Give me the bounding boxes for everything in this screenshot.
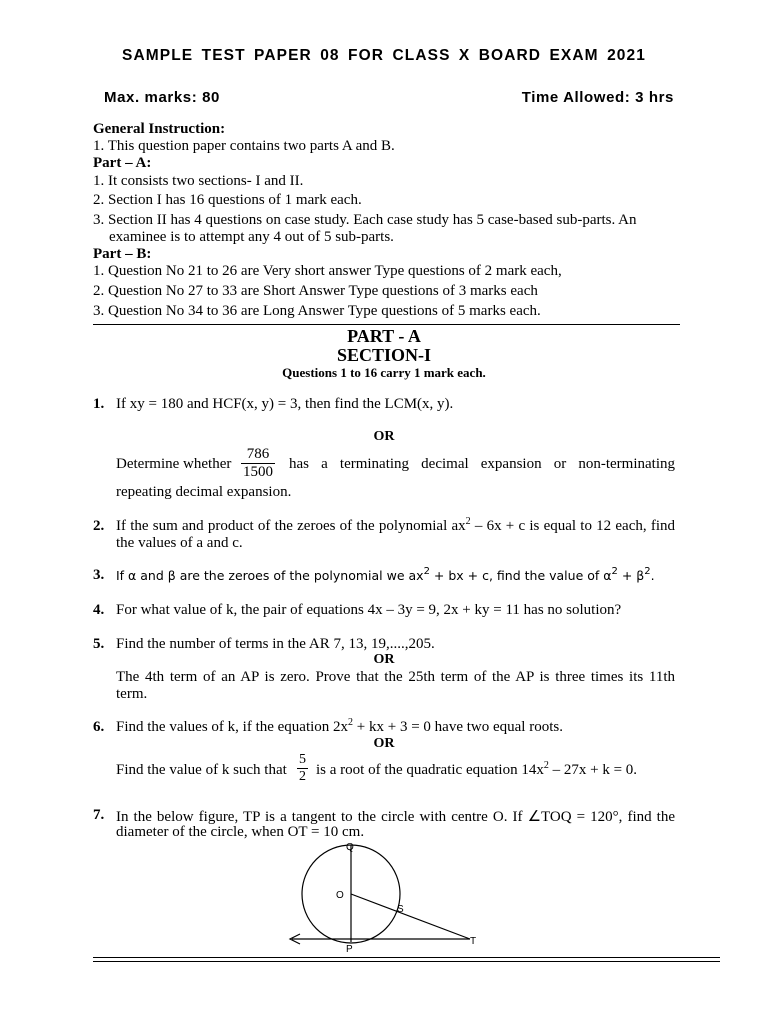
part-b-heading: Part – B: xyxy=(93,246,152,262)
part-a-item: 3. Section II has 4 questions on case study. Each case study has 5 case-based sub-parts. An xyxy=(93,212,637,228)
question-7-text: diameter of the circle, when OT = 10 cm. xyxy=(116,824,365,840)
part-a-heading: Part – A: xyxy=(93,155,152,171)
question-1-text: If xy = 180 and HCF(x, y) = 3, then find the LCM(x, y). xyxy=(116,396,454,412)
question-1-alt-text: repeating decimal expansion. xyxy=(116,484,292,500)
question-5-alt-text: term. xyxy=(116,686,148,702)
question-number: 2. xyxy=(93,518,105,534)
instruction-line: 1. This question paper contains two parts A and B. xyxy=(93,138,395,154)
section-note: Questions 1 to 16 carry 1 mark each. xyxy=(282,365,486,380)
or-label: OR xyxy=(373,652,395,667)
question-1-alt-text: Determine whether xyxy=(116,456,232,472)
question-5-text: Find the number of terms in the AR 7, 13, 19,....,205. xyxy=(116,636,435,652)
question-6-alt-text: Find the value of k such that xyxy=(116,762,287,778)
fraction-denominator: 2 xyxy=(299,769,306,784)
label-t: T xyxy=(470,936,477,947)
part-b-item: 3. Question No 34 to 36 are Long Answer Type questions of 5 marks each. xyxy=(93,303,541,319)
label-o: O xyxy=(336,890,344,901)
question-5-alt-text: The 4th term of an AP is zero. Prove that the 25th term of the AP is three times its 11th xyxy=(116,669,675,685)
question-number: 3. xyxy=(93,567,105,583)
max-marks: Max. marks: 80 xyxy=(104,89,220,106)
fraction-numerator: 5 xyxy=(299,752,306,767)
part-a-item: 2. Section I has 16 questions of 1 mark each. xyxy=(93,192,362,208)
question-number: 1. xyxy=(93,396,105,412)
line-ot xyxy=(351,894,470,939)
fraction-denominator: 1500 xyxy=(243,464,273,480)
label-s: S xyxy=(397,904,404,915)
footer-rule xyxy=(93,957,720,958)
question-number: 5. xyxy=(93,636,105,652)
fraction-numerator: 786 xyxy=(246,446,270,462)
part-b-item: 1. Question No 21 to 26 are Very short answer Type questions of 2 mark each, xyxy=(93,263,562,279)
question-2-text: If the sum and product of the zeroes of the polynomial $ax^2 - 6x + c$ is equal to 12 each, find xyxy=(116,516,675,534)
instructions-heading: General Instruction: xyxy=(93,121,226,137)
section-heading: SECTION-I xyxy=(336,345,432,365)
or-label: OR xyxy=(373,736,395,751)
question-number: 4. xyxy=(93,602,105,618)
question-7-text: In the below figure, TP is a tangent to the circle with centre O. If ∠TOQ = 120°, find the xyxy=(116,809,675,825)
or-label: OR xyxy=(373,429,395,444)
question-number: 6. xyxy=(93,719,105,735)
paper-title: SAMPLE TEST PAPER 08 FOR CLASS X BOARD EXAM 2021 xyxy=(122,47,646,64)
part-a-item: 1. It consists two sections- I and II. xyxy=(93,173,304,189)
question-4-text: For what value of k, the pair of equations 4x – 3y = 9, 2x + ky = 11 has no solution? xyxy=(116,602,622,618)
footer-rule xyxy=(93,961,720,962)
time-allowed: Time Allowed: 3 hrs xyxy=(521,89,674,106)
part-heading: PART - A xyxy=(347,326,421,346)
question-6-alt-text: is a root of the quadratic equation $14x^2 - 27x + k = 0$. xyxy=(316,760,638,778)
question-6-text: Find the values of k, if the equation $2x^2$ + kx + 3 = 0 have two equal roots. xyxy=(116,717,563,735)
question-3-text: If α and β are the zeroes of the polynomial we $ax^2$ + bx + c, find the value of $\alpha^2 + \beta^2$. xyxy=(116,566,655,583)
question-number: 7. xyxy=(93,807,105,823)
question-1-alt-text: has a terminating decimal expansion or non-terminating xyxy=(289,456,675,472)
label-q: Q xyxy=(346,842,354,853)
part-a-item-cont: examinee is to attempt any 4 out of 5 sub-parts. xyxy=(109,229,394,245)
part-b-item: 2. Question No 27 to 33 are Short Answer Type questions of 3 marks each xyxy=(93,283,538,299)
question-2-text: the values of a and c. xyxy=(116,535,243,551)
label-p: P xyxy=(346,944,353,955)
